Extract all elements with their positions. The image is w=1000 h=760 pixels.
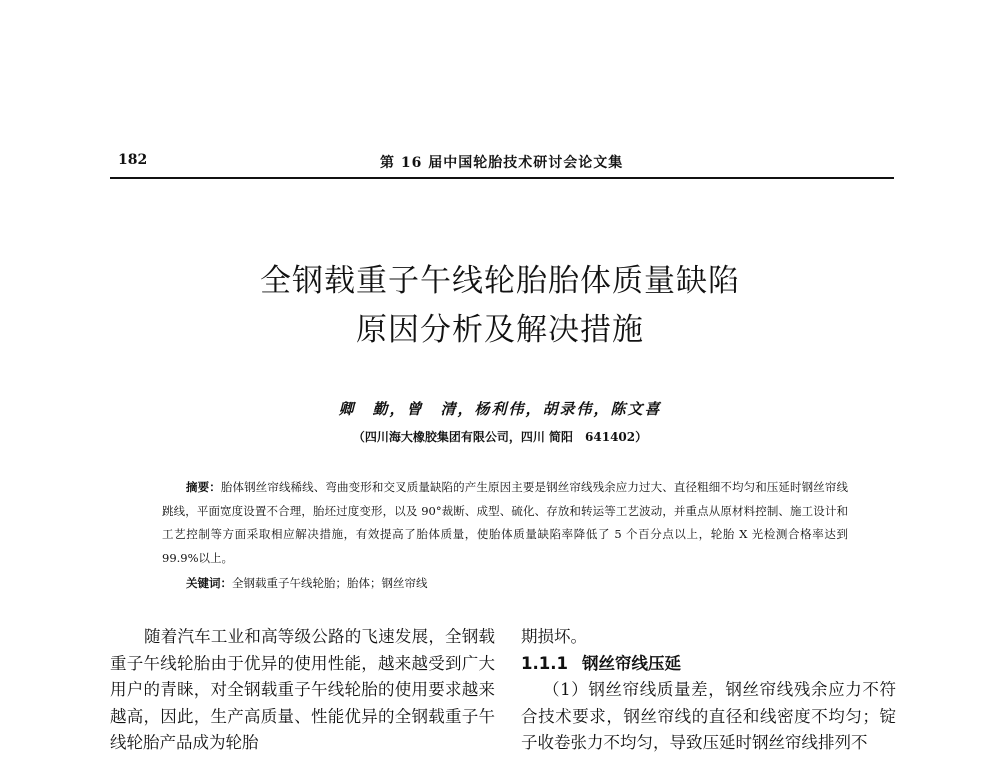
section-title: 钢丝帘线压延 — [581, 653, 681, 673]
header-rule — [110, 177, 894, 179]
abstract-text: 胎体钢丝帘线稀线、弯曲变形和交叉质量缺陷的产生原因主要是钢丝帘线残余应力过大、直径粗细不均匀和压延时钢丝帘线跳线，平面宽度设置不合理，胎坯过度变形，以及 90°裁断、成型、硫化、存放和转运等工艺波动，并重点从原材料控制、施工设计和工艺控制等方面采取相应解决措施，有效提高了胎体质量，使胎体质量缺陷率降低了 5 个百分点以上，轮胎 X 光检测合格率达到 99.9%以上。 — [162, 480, 849, 565]
keywords — [186, 575, 428, 591]
paper-title-line-2: 原因分析及解决措施 — [356, 312, 644, 348]
intro-paragraph: 随着汽车工业和高等级公路的飞速发展，全钢载重子午线轮胎由于优异的使用性能，越来越受到广大用户的青睐，对全钢载重子午线轮胎的使用要求越来越高，因此，生产高质量、性能优异的全钢载重子午线轮胎产品成为轮胎 — [110, 627, 495, 752]
author-list: 卿 勤，曾 清，杨利伟，胡录伟，陈文喜 — [338, 400, 662, 418]
paper-title-line-1: 全钢载重子午线轮胎胎体质量缺陷 — [260, 263, 740, 299]
continued-text: 期损坏。 — [521, 627, 587, 646]
abstract-label: 摘要： — [186, 480, 221, 494]
section-number: 1.1.1 — [521, 653, 568, 673]
affiliation: （四川海大橡胶集团有限公司，四川 简阳 641402） — [352, 430, 648, 444]
running-header: 第 16 届中国轮胎技术研讨会论文集 — [380, 155, 624, 171]
abstract — [162, 476, 848, 570]
section-heading — [521, 651, 896, 678]
keywords-label: 关键词： — [186, 576, 232, 590]
body-right-column — [521, 624, 896, 757]
keywords-text: 全钢载重子午线轮胎；胎体；钢丝帘线 — [232, 576, 428, 590]
page-number: 182 — [118, 152, 148, 168]
body-left-column — [110, 624, 495, 757]
section-paragraph: （1）钢丝帘线质量差，钢丝帘线残余应力不符合技术要求，钢丝帘线的直径和线密度不均匀；锭子收卷张力不均匀，导致压延时钢丝帘线排列不 — [521, 680, 896, 752]
